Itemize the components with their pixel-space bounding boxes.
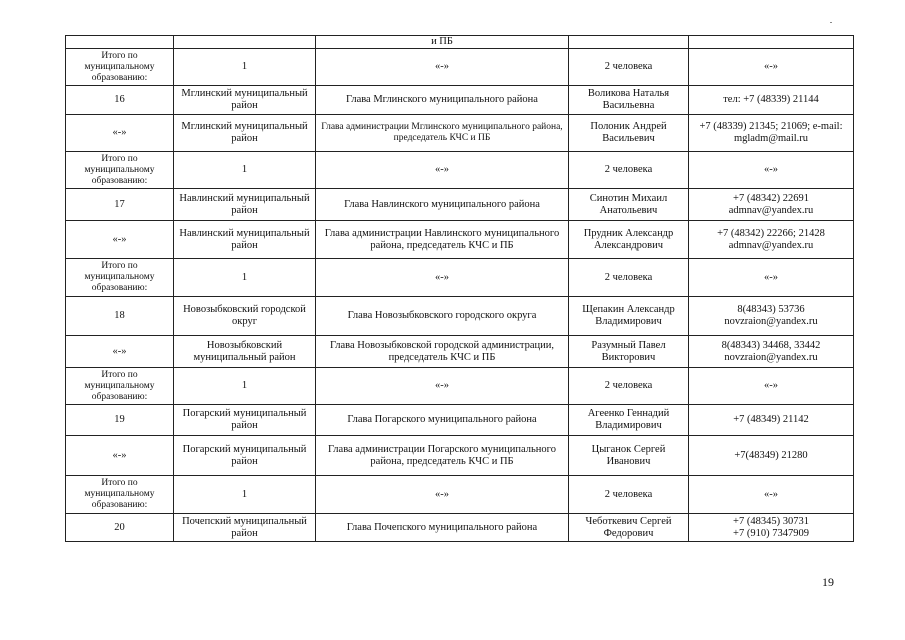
district-cell: Погарский муниципальный район	[174, 436, 316, 476]
header-fragment-cell: и ПБ	[316, 36, 569, 49]
person-cell: Синотин Михаил Анатольевич	[569, 189, 689, 221]
position-cell: Глава администрации Мглинского муниципального района, председатель КЧС и ПБ	[316, 115, 569, 152]
total-label-cell: Итого по муниципальному образованию:	[66, 49, 174, 86]
position-cell: Глава администрации Погарского муниципального района, председатель КЧС и ПБ	[316, 436, 569, 476]
person-cell: Агеенко Геннадий Владимирович	[569, 405, 689, 436]
table-row	[66, 514, 854, 542]
page-number: 19	[822, 575, 834, 589]
contact-cell: 8(48343) 34468, 33442 novzraion@yandex.ru	[689, 336, 854, 368]
empty-cell	[174, 36, 316, 49]
person-cell: Прудник Александр Александрович	[569, 221, 689, 259]
total-label-cell: Итого по муниципальному образованию:	[66, 259, 174, 297]
total-row	[66, 152, 854, 189]
empty-cell	[66, 36, 174, 49]
table-row	[66, 436, 854, 476]
total-people-cell: 2 человека	[569, 476, 689, 514]
total-row	[66, 476, 854, 514]
total-contact-cell: «-»	[689, 368, 854, 405]
position-cell: Глава Новозыбковского городского округа	[316, 297, 569, 336]
number-cell: 17	[66, 189, 174, 221]
total-label-cell: Итого по муниципальному образованию:	[66, 476, 174, 514]
contact-cell: 8(48343) 53736 novzraion@yandex.ru	[689, 297, 854, 336]
contact-cell: +7 (48339) 21345; 21069; e-mail: mgladm@mail.ru	[689, 115, 854, 152]
district-cell: Мглинский муниципальный район	[174, 86, 316, 115]
person-cell: Щепакин Александр Владимирович	[569, 297, 689, 336]
total-count-cell: 1	[174, 259, 316, 297]
district-cell: Новозыбковский городской округ	[174, 297, 316, 336]
position-cell: Глава администрации Навлинского муниципального района, председатель КЧС и ПБ	[316, 221, 569, 259]
scan-mark	[830, 22, 832, 23]
table-row	[66, 115, 854, 152]
total-count-cell: 1	[174, 368, 316, 405]
number-cell: 16	[66, 86, 174, 115]
table-row	[66, 189, 854, 221]
total-position-cell: «-»	[316, 152, 569, 189]
position-cell: Глава Навлинского муниципального района	[316, 189, 569, 221]
contact-cell: +7 (48342) 22691 admnav@yandex.ru	[689, 189, 854, 221]
table-header-fragment-row	[66, 36, 854, 49]
total-position-cell: «-»	[316, 368, 569, 405]
number-cell: «-»	[66, 436, 174, 476]
person-cell: Чеботкевич Сергей Федорович	[569, 514, 689, 542]
total-position-cell: «-»	[316, 259, 569, 297]
table-row	[66, 336, 854, 368]
table-row	[66, 86, 854, 115]
total-people-cell: 2 человека	[569, 49, 689, 86]
total-count-cell: 1	[174, 152, 316, 189]
contacts-table-body	[66, 36, 854, 542]
district-cell: Мглинский муниципальный район	[174, 115, 316, 152]
position-cell: Глава Мглинского муниципального района	[316, 86, 569, 115]
district-cell: Навлинский муниципальный район	[174, 221, 316, 259]
total-label-cell: Итого по муниципальному образованию:	[66, 152, 174, 189]
total-count-cell: 1	[174, 49, 316, 86]
number-cell: «-»	[66, 336, 174, 368]
total-row	[66, 259, 854, 297]
position-cell: Глава Новозыбковской городской администрации, председатель КЧС и ПБ	[316, 336, 569, 368]
empty-cell	[569, 36, 689, 49]
district-cell: Новозыбковский муниципальный район	[174, 336, 316, 368]
total-contact-cell: «-»	[689, 49, 854, 86]
total-position-cell: «-»	[316, 49, 569, 86]
total-row	[66, 49, 854, 86]
total-contact-cell: «-»	[689, 476, 854, 514]
total-contact-cell: «-»	[689, 152, 854, 189]
person-cell: Цыганок Сергей Иванович	[569, 436, 689, 476]
total-row	[66, 368, 854, 405]
table-row	[66, 405, 854, 436]
contact-cell: +7 (48345) 30731 +7 (910) 7347909	[689, 514, 854, 542]
position-cell: Глава Почепского муниципального района	[316, 514, 569, 542]
table-row	[66, 221, 854, 259]
total-position-cell: «-»	[316, 476, 569, 514]
contact-cell: +7 (48342) 22266; 21428 admnav@yandex.ru	[689, 221, 854, 259]
number-cell: «-»	[66, 115, 174, 152]
number-cell: 18	[66, 297, 174, 336]
district-cell: Навлинский муниципальный район	[174, 189, 316, 221]
contact-cell: тел: +7 (48339) 21144	[689, 86, 854, 115]
total-contact-cell: «-»	[689, 259, 854, 297]
person-cell: Полоник Андрей Васильевич	[569, 115, 689, 152]
contact-cell: +7 (48349) 21142	[689, 405, 854, 436]
contact-cell: +7(48349) 21280	[689, 436, 854, 476]
district-cell: Почепский муниципальный район	[174, 514, 316, 542]
total-people-cell: 2 человека	[569, 259, 689, 297]
total-people-cell: 2 человека	[569, 152, 689, 189]
empty-cell	[689, 36, 854, 49]
contacts-table	[65, 35, 854, 542]
person-cell: Воликова Наталья Васильевна	[569, 86, 689, 115]
number-cell: «-»	[66, 221, 174, 259]
total-people-cell: 2 человека	[569, 368, 689, 405]
number-cell: 19	[66, 405, 174, 436]
position-cell: Глава Погарского муниципального района	[316, 405, 569, 436]
total-count-cell: 1	[174, 476, 316, 514]
number-cell: 20	[66, 514, 174, 542]
person-cell: Разумный Павел Викторович	[569, 336, 689, 368]
table-row	[66, 297, 854, 336]
district-cell: Погарский муниципальный район	[174, 405, 316, 436]
total-label-cell: Итого по муниципальному образованию:	[66, 368, 174, 405]
